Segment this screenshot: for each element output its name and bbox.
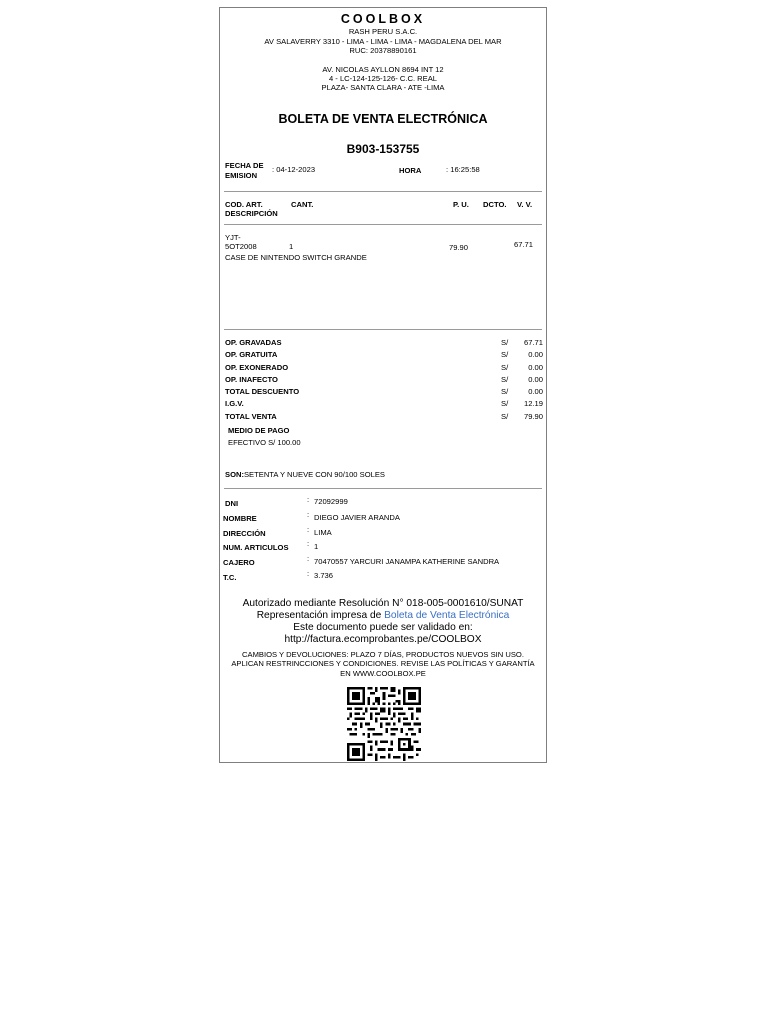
divider: [224, 329, 542, 330]
customer-label: DIRECCIÓN: [223, 529, 266, 538]
customer-label: T.C.: [223, 573, 237, 582]
total-label: I.G.V.: [225, 399, 244, 408]
total-currency: S/: [501, 363, 509, 372]
representation-prefix: Representación impresa de: [256, 610, 385, 621]
customer-colon: :: [307, 554, 310, 563]
item-description: CASE DE NINTENDO SWITCH GRANDE: [225, 253, 367, 262]
total-label: OP. GRAVADAS: [225, 338, 282, 347]
customer-value: 70470557 YARCURI JANAMPA KATHERINE SANDRA: [314, 557, 500, 566]
total-value: 0.00: [528, 363, 543, 372]
customer-colon: :: [307, 495, 310, 504]
customer-value: DIEGO JAVIER ARANDA: [314, 513, 400, 522]
return-policy-line-1: CAMBIOS Y DEVOLUCIONES: PLAZO 7 DÍAS, PRODUCTOS NUEVOS SIN USO.: [242, 650, 524, 659]
fecha-label-line-1: FECHA DE: [225, 161, 264, 170]
receipt: [219, 7, 547, 763]
amount-in-words-value: SETENTA Y NUEVE CON 90/100 SOLES: [243, 470, 385, 479]
customer-value: 72092999: [314, 497, 348, 506]
store-address-line-1: AV. NICOLAS AYLLON 8694 INT 12: [322, 65, 444, 74]
amount-in-words-label: SON:: [225, 470, 244, 479]
document-title: BOLETA DE VENTA ELECTRÓNICA: [278, 112, 488, 126]
col-vv-header: V. V.: [517, 200, 533, 209]
customer-label: DNI: [225, 499, 239, 508]
customer-colon: :: [307, 539, 310, 548]
customer-colon: :: [307, 525, 310, 534]
col-dcto-header: DCTO.: [483, 200, 507, 209]
store-address-line-2: 4 - LC-124-125-126- C.C. REAL: [328, 74, 438, 83]
qr-code: [345, 687, 423, 761]
customer-colon: :: [307, 510, 310, 519]
company-name: RASH PERU S.A.C.: [348, 27, 418, 36]
total-currency: S/: [501, 350, 509, 359]
payment-method-value: EFECTIVO S/ 100.00: [228, 438, 301, 447]
total-value: 67.71: [523, 338, 543, 347]
col-description-header: DESCRIPCIÓN: [225, 209, 278, 218]
total-label: OP. INAFECTO: [225, 375, 278, 384]
total-label: OP. EXONERADO: [225, 363, 289, 372]
total-currency: S/: [501, 387, 509, 396]
representation-link[interactable]: Boleta de Venta Electrónica: [384, 610, 510, 621]
customer-value: 1: [314, 542, 319, 551]
store-address-line-3: PLAZA- SANTA CLARA - ATE -LIMA: [321, 83, 445, 92]
total-currency: S/: [501, 375, 509, 384]
customer-label: NOMBRE: [223, 514, 257, 523]
total-label: OP. GRATUITA: [225, 350, 278, 359]
customer-colon: :: [307, 569, 310, 578]
validation-url[interactable]: http://factura.ecomprobantes.pe/COOLBOX: [284, 634, 482, 645]
item-code-line-1: YJT-: [225, 233, 241, 242]
customer-value: LIMA: [314, 528, 332, 537]
item-value: 67.71: [514, 240, 534, 249]
hora-value: : 16:25:58: [446, 165, 480, 174]
total-currency: S/: [501, 412, 509, 421]
brand-name: COOLBOX: [340, 12, 426, 26]
total-value: 0.00: [528, 387, 543, 396]
total-currency: S/: [501, 338, 509, 347]
divider: [224, 488, 542, 489]
amount-in-words: [225, 470, 385, 479]
fecha-value: : 04-12-2023: [272, 165, 316, 174]
validation-text: Este documento puede ser validado en:: [293, 622, 473, 633]
hora-label: HORA: [399, 166, 422, 175]
total-value: 0.00: [528, 350, 543, 359]
total-value: 79.90: [523, 412, 543, 421]
item-qty: 1: [289, 242, 294, 251]
return-policy-line-2: APLICAN RESTRINCCIONES Y CONDICIONES. REVISE LAS POLÍTICAS Y GARANTÍA: [231, 659, 535, 668]
fecha-label-line-2: EMISION: [225, 171, 258, 180]
col-code-header: COD. ART.: [225, 200, 263, 209]
total-label: TOTAL VENTA: [225, 412, 277, 421]
col-pu-header: P. U.: [453, 200, 469, 209]
return-policy-line-3: EN WWW.COOLBOX.PE: [340, 669, 426, 678]
company-ruc: RUC: 20378890161: [349, 46, 417, 55]
total-label: TOTAL DESCUENTO: [225, 387, 300, 396]
document-number: B903-153755: [346, 142, 420, 156]
total-currency: S/: [501, 399, 509, 408]
item-code-line-2: 5OT2008: [225, 242, 257, 251]
payment-method-label: MEDIO DE PAGO: [228, 426, 290, 435]
customer-value: 3.736: [314, 571, 334, 580]
company-address: AV SALAVERRY 3310 - LIMA - LIMA - LIMA - MAGDALENA DEL MAR: [264, 37, 502, 46]
total-value: 0.00: [528, 375, 543, 384]
representation-text: [220, 610, 546, 621]
divider: [224, 191, 542, 192]
customer-label: CAJERO: [223, 558, 255, 567]
total-value: 12.19: [523, 399, 543, 408]
item-unit-price: 79.90: [449, 243, 469, 252]
authorization-text: Autorizado mediante Resolución N° 018-005-0001610/SUNAT: [242, 598, 524, 609]
customer-label: NUM. ARTICULOS: [223, 543, 289, 552]
divider: [224, 224, 542, 225]
col-qty-header: CANT.: [291, 200, 314, 209]
